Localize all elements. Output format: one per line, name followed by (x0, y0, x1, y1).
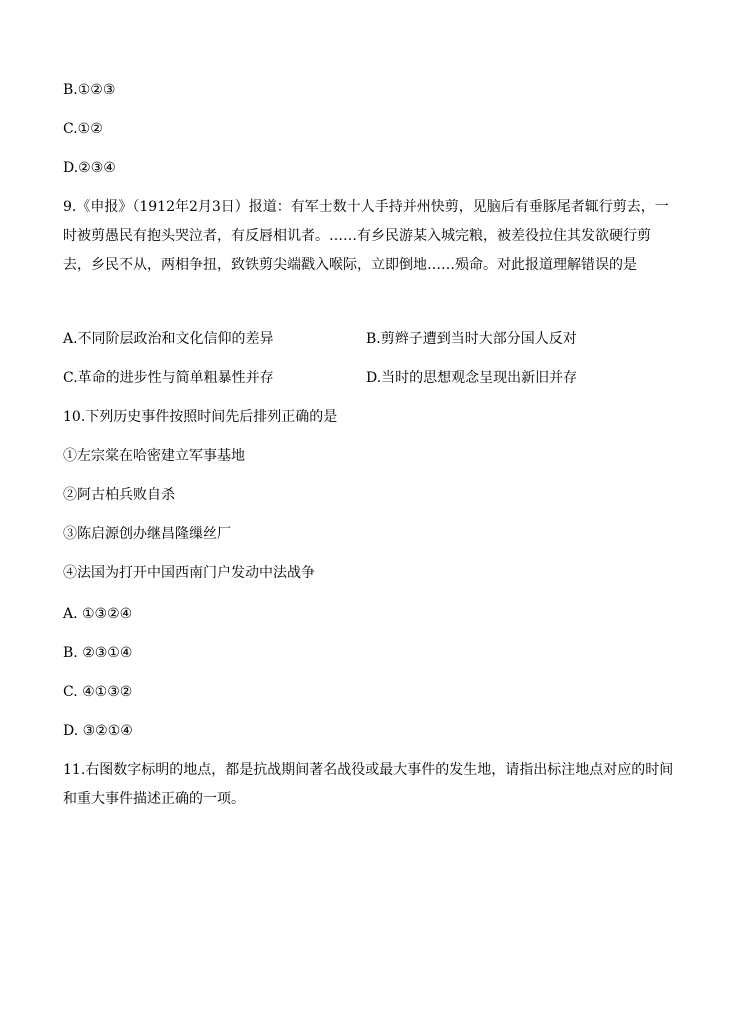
q8-option-c: C.①② (63, 121, 103, 137)
q8-option-d: D.②③④ (63, 160, 116, 176)
q8-option-b: B.①②③ (63, 82, 116, 98)
q9-option-a: A.不同阶层政治和文化信仰的差异 (63, 331, 274, 347)
q9-stem: 9.《申报》（1912年2月3日）报道：有军士数十人手持并州快剪，见脑后有垂豚尾者辄行剪去，一时被剪愚民有抱头哭泣者，有反唇相讥者。……有乡民游某入城完粮，被差役拉住其发欲硬行剪去，乡民不从，两相争扭，致铁剪尖端戳入喉际，立即倒地……殒命。对此报道理解错误的是 (63, 199, 669, 273)
q10-item-1: ①左宗棠在哈密建立军事基地 (63, 448, 245, 464)
q10-item-3: ③陈启源创办继昌隆缫丝厂 (63, 526, 231, 542)
q10-item-4: ④法国为打开中国西南门户发动中法战争 (63, 565, 315, 581)
q10-option-d: D. ③②①④ (63, 723, 133, 739)
q10-option-b: B. ②③①④ (63, 645, 133, 661)
q10-item-2: ②阿古柏兵败自杀 (63, 487, 175, 503)
q10-option-a: A. ①③②④ (63, 606, 133, 622)
q9-option-b: B.剪辫子遭到当时大部分国人反对 (366, 331, 577, 347)
q9-option-d: D.当时的思想观念呈现出新旧并存 (366, 370, 578, 386)
q10-option-c: C. ④①③② (63, 684, 133, 700)
q10-stem: 10.下列历史事件按照时间先后排列正确的是 (63, 409, 338, 425)
q11-stem: 11.右图数字标明的地点，都是抗战期间著名战役或最大事件的发生地，请指出标注地点对应的时间和重大事件描述正确的一项。 (63, 762, 674, 807)
q9-option-c: C.革命的进步性与简单粗暴性并存 (63, 370, 274, 386)
